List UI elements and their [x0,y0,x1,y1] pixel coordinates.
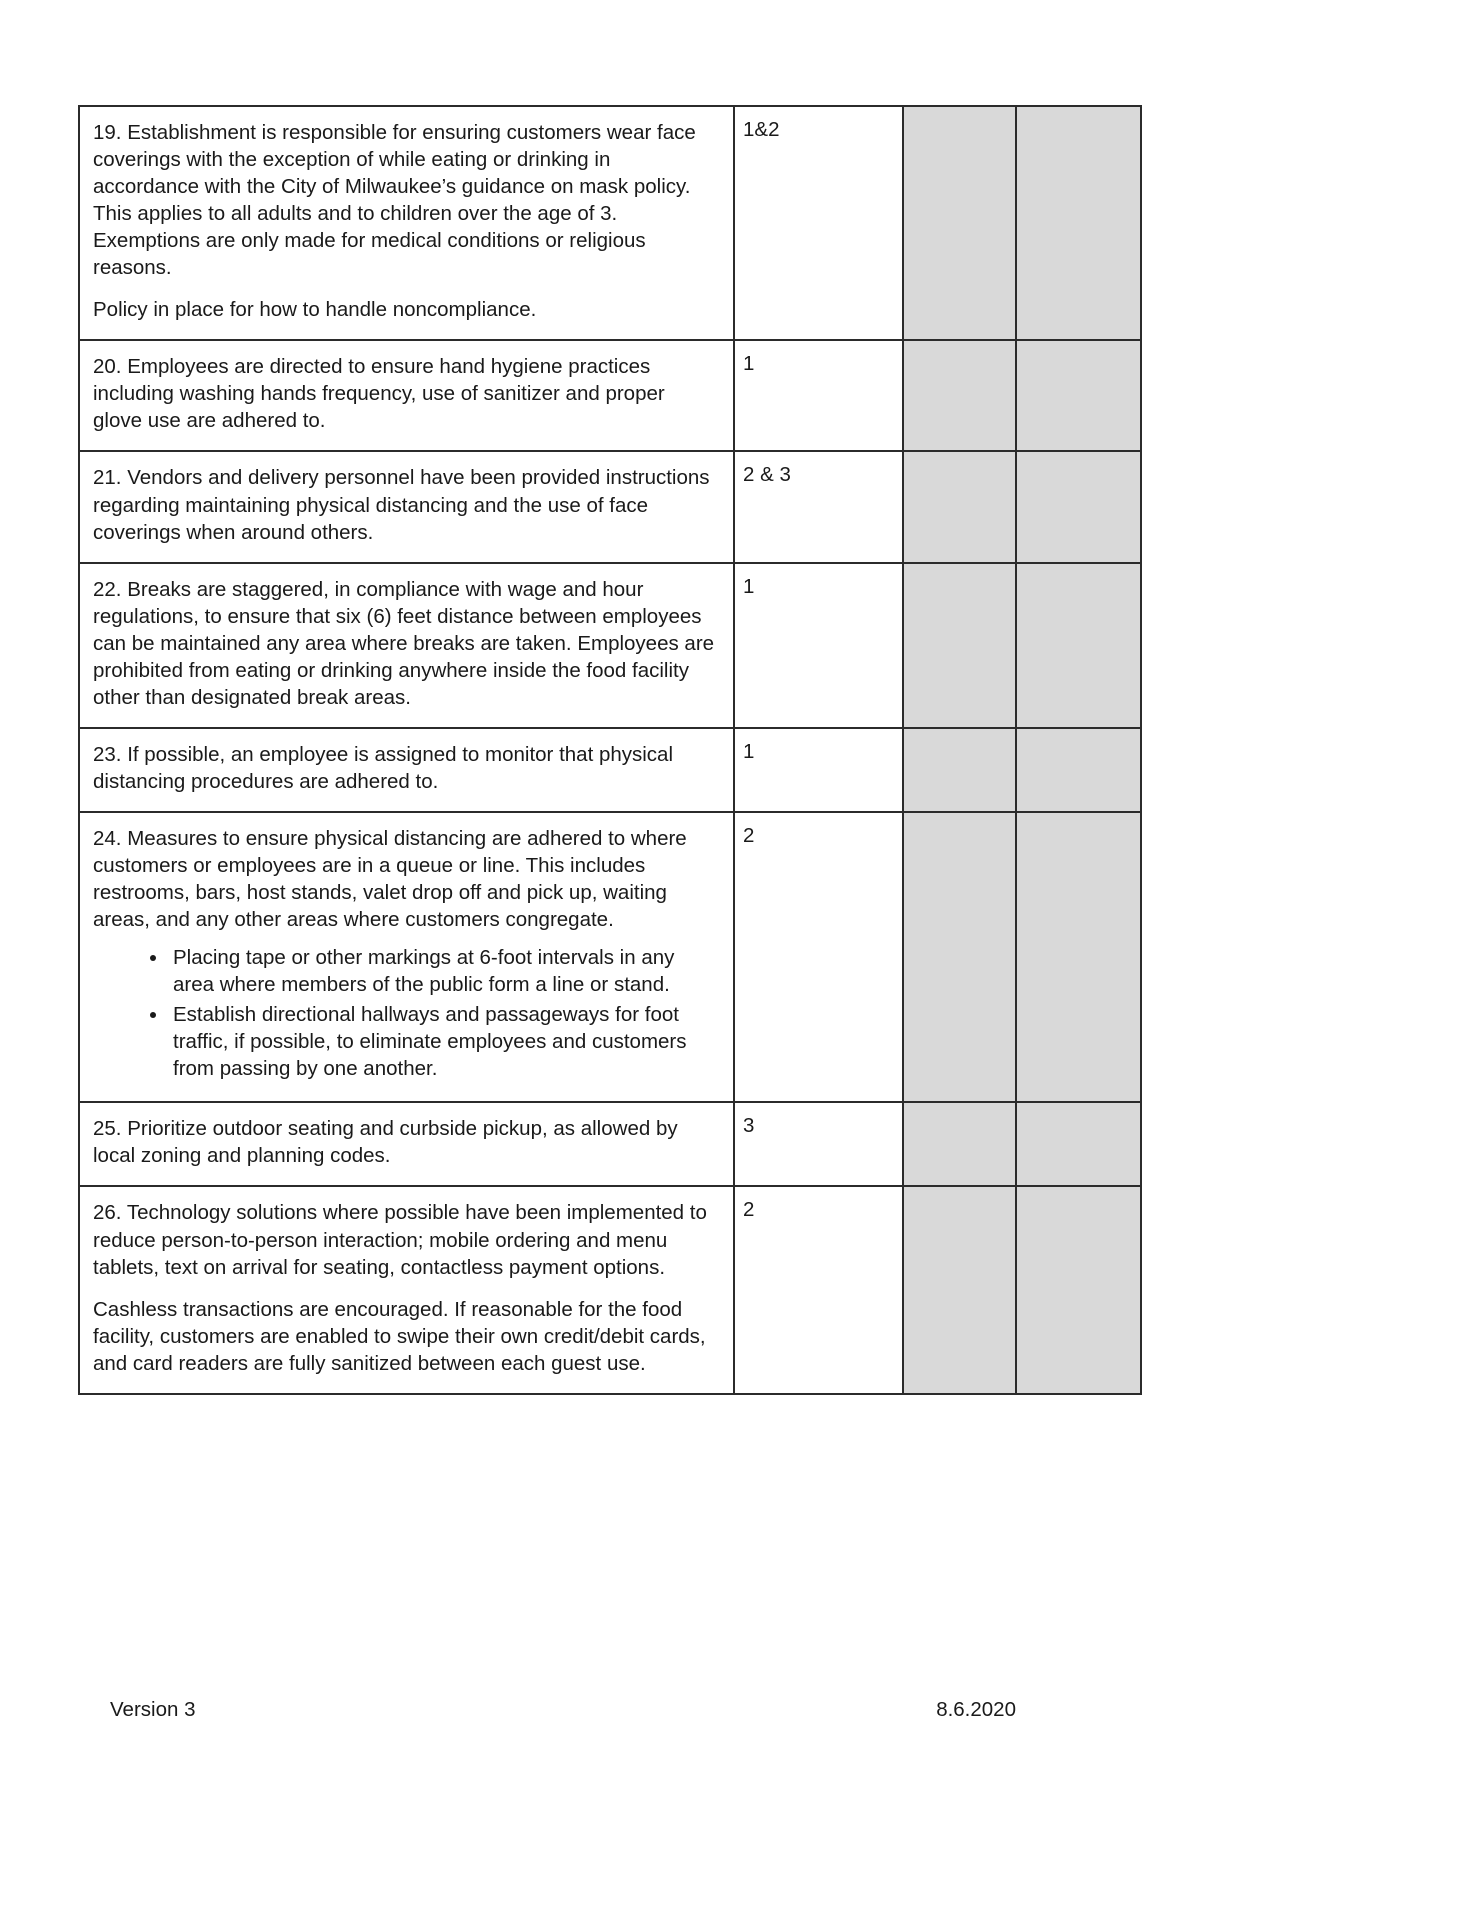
page-footer [110,1698,1016,1722]
bullet-item: • Placing tape or other markings at 6-foot intervals in any area where members of the public form a line or stand. [169,944,717,998]
status-cell-empty-2 [1016,106,1141,340]
table-row [79,451,1141,562]
phase-cell: 1 [734,563,903,728]
bullet-item: • Establish directional hallways and passageways for foot traffic, if possible, to eliminate employees and customers from passing by one another. [169,1001,717,1082]
status-cell-empty-1 [903,812,1016,1102]
table-row [79,340,1141,451]
phase-cell: 1 [734,728,903,812]
status-cell-empty-2 [1016,1186,1141,1393]
status-cell-empty-2 [1016,563,1141,728]
requirement-text: 24. Measures to ensure physical distancing are adhered to where customers or employees are in a queue or line. This includes restrooms, bars, host stands, valet drop off and pick up, waiting areas, and any other areas where customers congregate. [93,826,687,932]
table-row [79,106,1141,340]
phase-cell: 1&2 [734,106,903,340]
status-cell-empty-2 [1016,812,1141,1102]
requirement-cell [79,451,734,562]
footer-version: Version 3 [110,1698,196,1721]
requirement-text: 23. If possible, an employee is assigned to monitor that physical distancing procedures are adhered to. [93,742,674,793]
requirement-text: 25. Prioritize outdoor seating and curbside pickup, as allowed by local zoning and planning codes. [93,1117,678,1168]
status-cell-empty-2 [1016,728,1141,812]
requirement-cell [79,1186,734,1393]
phase-cell: 1 [734,340,903,451]
status-cell-empty-2 [1016,340,1141,451]
status-cell-empty-1 [903,1102,1016,1186]
status-cell-empty-2 [1016,451,1141,562]
requirement-text: Policy in place for how to handle noncompliance. [93,298,537,322]
table-row [79,1102,1141,1186]
requirement-cell [79,563,734,728]
footer-date: 8.6.2020 [936,1698,1016,1721]
bullet-list [93,944,717,1082]
requirements-table [78,105,1142,1395]
requirement-text: 22. Breaks are staggered, in compliance with wage and hour regulations, to ensure that six (6) feet distance between employees can be maintained any area where breaks are taken. Employees are prohibited from eating or drinking anywhere inside the food facility other than designated break areas. [93,577,715,709]
table-row [79,728,1141,812]
requirement-cell [79,340,734,451]
status-cell-empty-2 [1016,1102,1141,1186]
requirement-text: Cashless transactions are encouraged. If reasonable for the food facility, customers are enabled to swipe their own credit/debit cards, and card readers are fully sanitized between each guest use. [93,1297,706,1375]
status-cell-empty-1 [903,451,1016,562]
status-cell-empty-1 [903,728,1016,812]
requirement-cell [79,1102,734,1186]
requirement-cell [79,728,734,812]
phase-cell: 2 & 3 [734,451,903,562]
phase-cell: 3 [734,1102,903,1186]
requirements-table-body [79,106,1141,1394]
table-row [79,812,1141,1102]
requirement-text: 21. Vendors and delivery personnel have been provided instructions regarding maintaining physical distancing and the use of face coverings when around others. [93,466,710,544]
requirement-text: 19. Establishment is responsible for ensuring customers wear face coverings with the exception of while eating or drinking in accordance with the City of Milwaukee’s guidance on mask policy. This applies to all adults and to children over the age of 3. Exemptions are only made for medical conditions or religious reasons. [93,121,696,280]
status-cell-empty-1 [903,1186,1016,1393]
status-cell-empty-1 [903,563,1016,728]
table-row [79,563,1141,728]
requirement-text: 20. Employees are directed to ensure hand hygiene practices including washing hands frequency, use of sanitizer and proper glove use are adhered to. [93,355,665,433]
status-cell-empty-1 [903,340,1016,451]
phase-cell: 2 [734,1186,903,1393]
phase-cell: 2 [734,812,903,1102]
requirement-cell [79,106,734,340]
table-row [79,1186,1141,1393]
requirement-text: 26. Technology solutions where possible have been implemented to reduce person-to-person interaction; mobile ordering and menu tablets, text on arrival for seating, contactless payment options. [93,1201,707,1279]
requirement-cell [79,812,734,1102]
status-cell-empty-1 [903,106,1016,340]
